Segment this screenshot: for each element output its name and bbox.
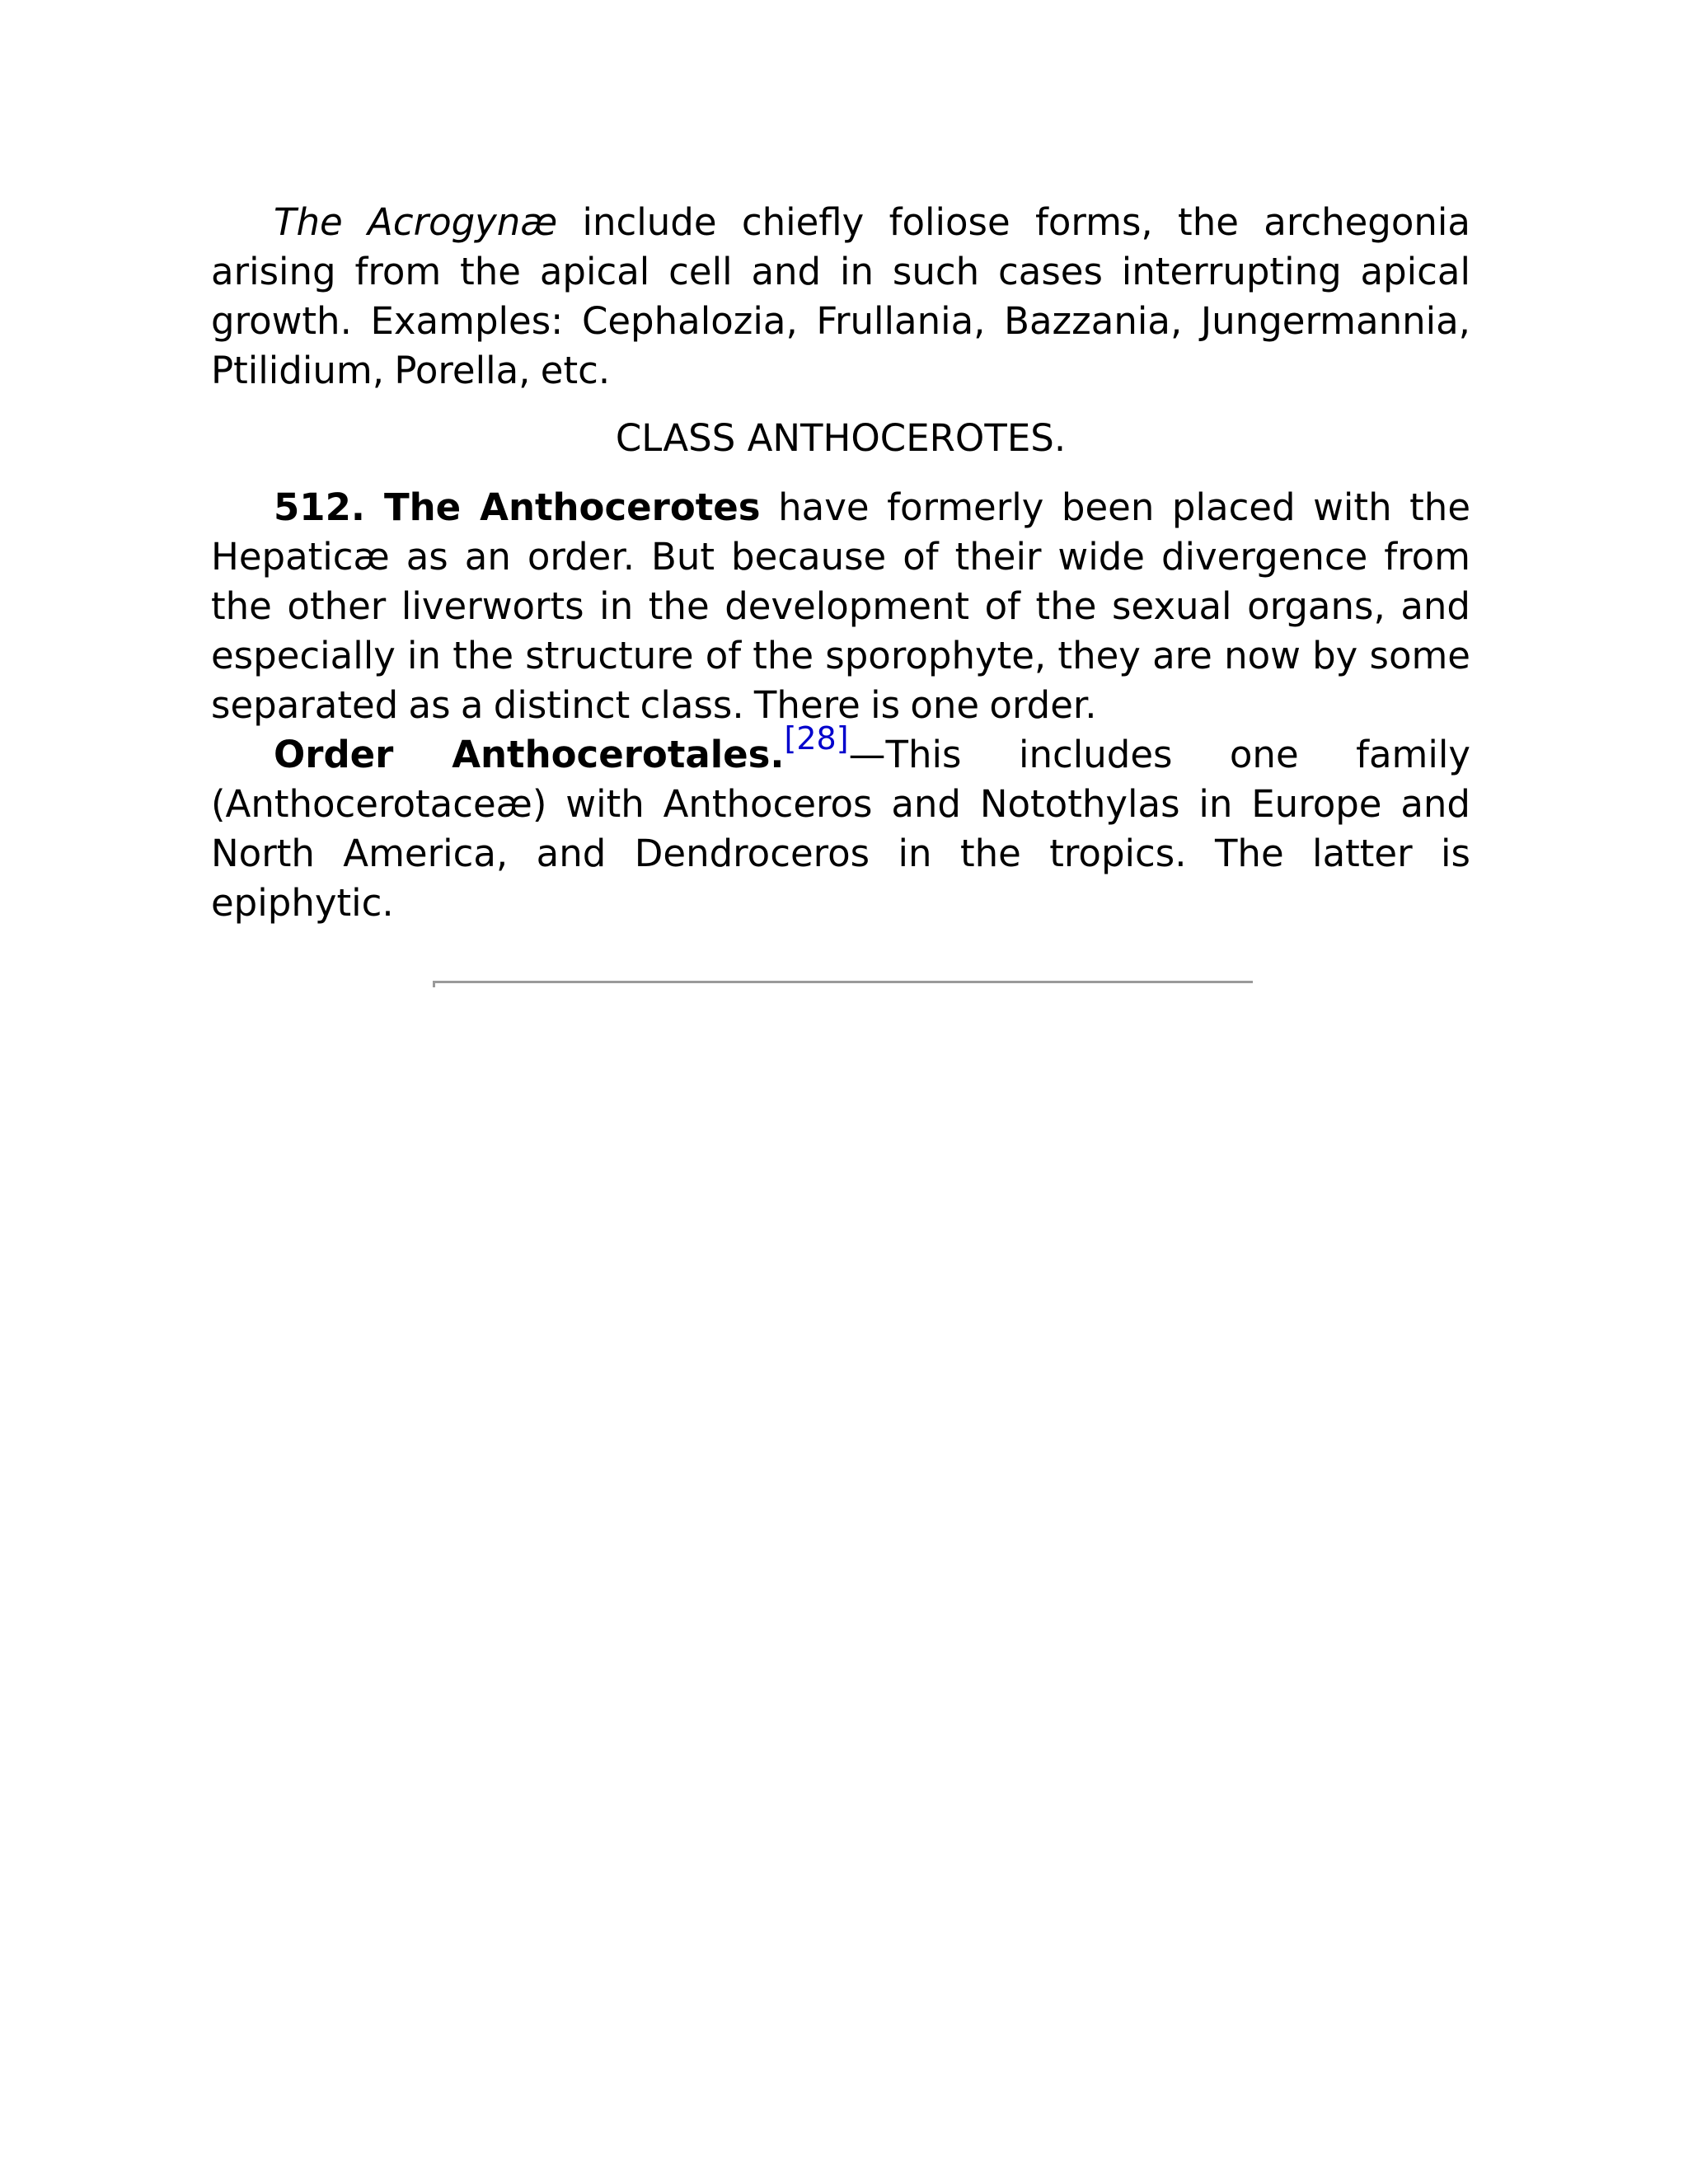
page-content (211, 198, 1470, 928)
horizontal-rule (433, 981, 1253, 987)
footnote-link[interactable]: [28] (784, 720, 849, 757)
order-lead: Order Anthocerotales. (274, 733, 785, 776)
anthocerotes-paragraph (211, 483, 1470, 730)
class-heading: CLASS ANTHOCEROTES. (615, 416, 1067, 460)
order-paragraph (211, 720, 1470, 928)
order-text: —This includes one family (Anthocerotaceæ) with Anthoceros and Notothylas in Europe and North America, and Dendroceros in the tropics. The latter is epiphytic. (211, 733, 1470, 925)
acrogynae-paragraph (211, 198, 1470, 396)
anthocerotes-lead: 512. The Anthocerotes (274, 485, 761, 529)
acrogynae-term: The Acrogynæ (274, 200, 558, 244)
anthocerotes-text: have formerly been placed with the Hepaticæ as an order. But because of their wide divergence from the other liverworts in the development of the sexual organs, and especially in the structure of the sporophyte, they are now by some separated as a distinct class. There is one order. (211, 485, 1471, 727)
acrogynae-text: include chiefly foliose forms, the archegonia arising from the apical cell and in such cases interrupting apical growth. Examples: Cephalozia, Frullania, Bazzania, Jungermannia, Ptilidium, Porella, etc. (211, 200, 1470, 392)
